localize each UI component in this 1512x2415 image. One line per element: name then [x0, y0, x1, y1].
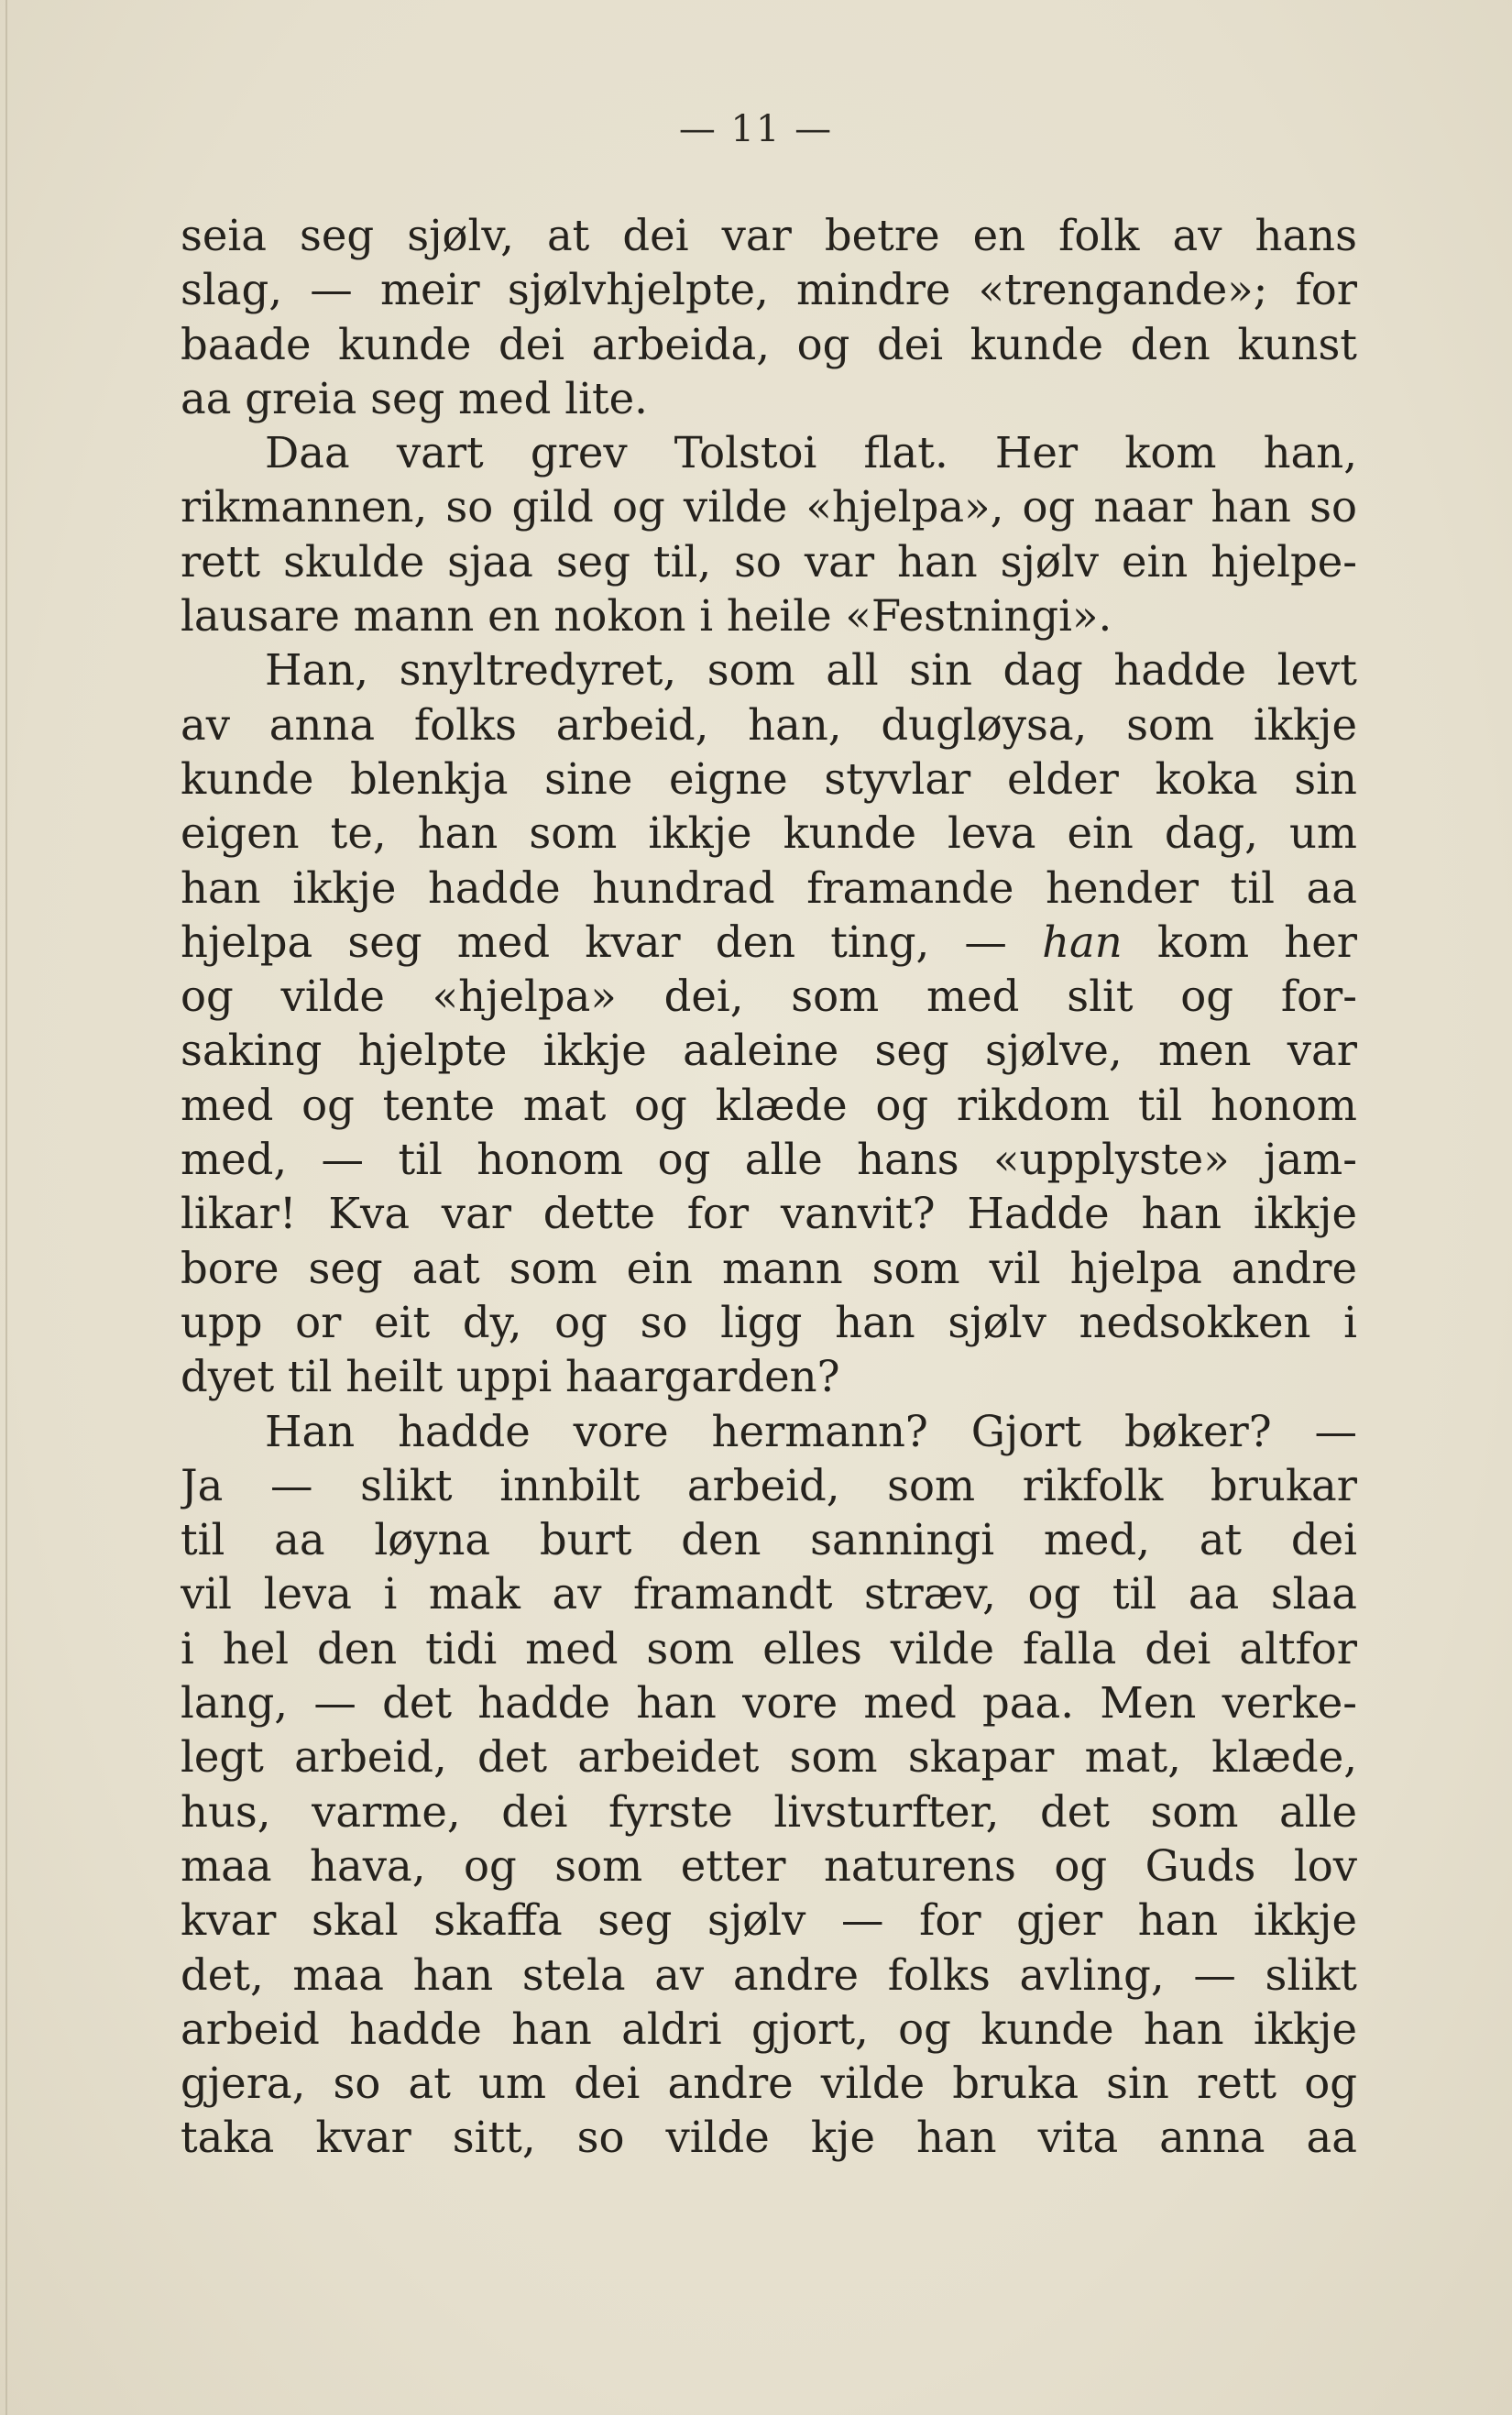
- text-line: av anna folks arbeid, han, dugløysa, som ikkje: [181, 699, 1357, 750]
- page-number: — 11 —: [678, 108, 834, 150]
- text-line: med og tente mat og klæde og rikdom til honom: [181, 1080, 1357, 1130]
- text-line: taka kvar sitt, so vilde kje han vita anna aa: [181, 2113, 1357, 2163]
- text-line: legt arbeid, det arbeidet som skapar mat, klæde,: [181, 1732, 1357, 1783]
- text-line: i hel den tidi med som elles vilde falla dei altfor: [181, 1623, 1357, 1674]
- text-line: lausare mann en nokon i heile «Festningi».: [181, 591, 1112, 642]
- text-line: rett skulde sjaa seg til, so var han sjølv ein hjelpe-: [181, 536, 1357, 587]
- text-line: arbeid hadde han aldri gjort, og kunde han ikkje: [181, 2003, 1357, 2054]
- text-line: Han, snyltredyret, som all sin dag hadde levt: [265, 645, 1357, 696]
- text-line: det, maa han stela av andre folks avling, — slikt: [181, 1949, 1357, 2000]
- text-line: gjera, so at um dei andre vilde bruka sin rett og: [181, 2058, 1357, 2109]
- text-line: rikmannen, so gild og vilde «hjelpa», og naar han so: [181, 482, 1357, 532]
- text-line: kvar skal skaffa seg sjølv — for gjer han ikkje: [181, 1895, 1357, 1946]
- page-edge: [5, 0, 7, 2415]
- text-line: Ja — slikt innbilt arbeid, som rikfolk brukar: [181, 1460, 1357, 1510]
- text-segment: kom her: [1122, 917, 1357, 967]
- text-line: [181, 916, 1357, 970]
- text-line: lang, — det hadde han vore med paa. Men verke-: [181, 1678, 1357, 1729]
- text-line: han ikkje hadde hundrad framande hender til aa: [181, 862, 1357, 913]
- text-line: eigen te, han som ikkje kunde leva ein dag, um: [181, 808, 1357, 859]
- text-line: saking hjelpte ikkje aaleine seg sjølve, men var: [181, 1026, 1357, 1076]
- text-line: seia seg sjølv, at dei var betre en folk av hans: [181, 211, 1357, 260]
- text-line: likar! Kva var dette for vanvit? Hadde han ikkje: [181, 1189, 1357, 1239]
- text-line: hus, varme, dei fyrste livsturfter, det som alle: [181, 1786, 1357, 1837]
- text-line: upp or eit dy, og so ligg han sjølv nedsokken i: [181, 1297, 1357, 1347]
- text-line: vil leva i mak av framandt stræv, og til aa slaa: [181, 1569, 1357, 1619]
- text-line: kunde blenkja sine eigne styvlar elder koka sin: [181, 753, 1357, 804]
- text-line: bore seg aat som ein mann som vil hjelpa andre: [181, 1243, 1357, 1293]
- body-text: [181, 209, 1357, 2166]
- text-line: baade kunde dei arbeida, og dei kunde den kunst: [181, 319, 1357, 369]
- text-line: maa hava, og som etter naturens og Guds lov: [181, 1840, 1357, 1891]
- text-line: til aa løyna burt den sanningi med, at dei: [181, 1515, 1357, 1565]
- text-line: og vilde «hjelpa» dei, som med slit og for-: [181, 971, 1357, 1022]
- text-line: Han hadde vore hermann? Gjort bøker? —: [265, 1406, 1357, 1456]
- text-line: Daa vart grev Tolstoi flat. Her kom han,: [265, 428, 1357, 478]
- text-line: aa greia seg med lite.: [181, 373, 648, 423]
- text-line: slag, — meir sjølvhjelpte, mindre «trengande»; for: [181, 265, 1357, 315]
- emphasized-word: han: [1042, 917, 1123, 967]
- text-line: med, — til honom og alle hans «upplyste» jam-: [181, 1135, 1357, 1185]
- text-line: dyet til heilt uppi haargarden?: [181, 1352, 840, 1402]
- text-segment: hjelpa seg med kvar den ting, —: [181, 917, 1043, 967]
